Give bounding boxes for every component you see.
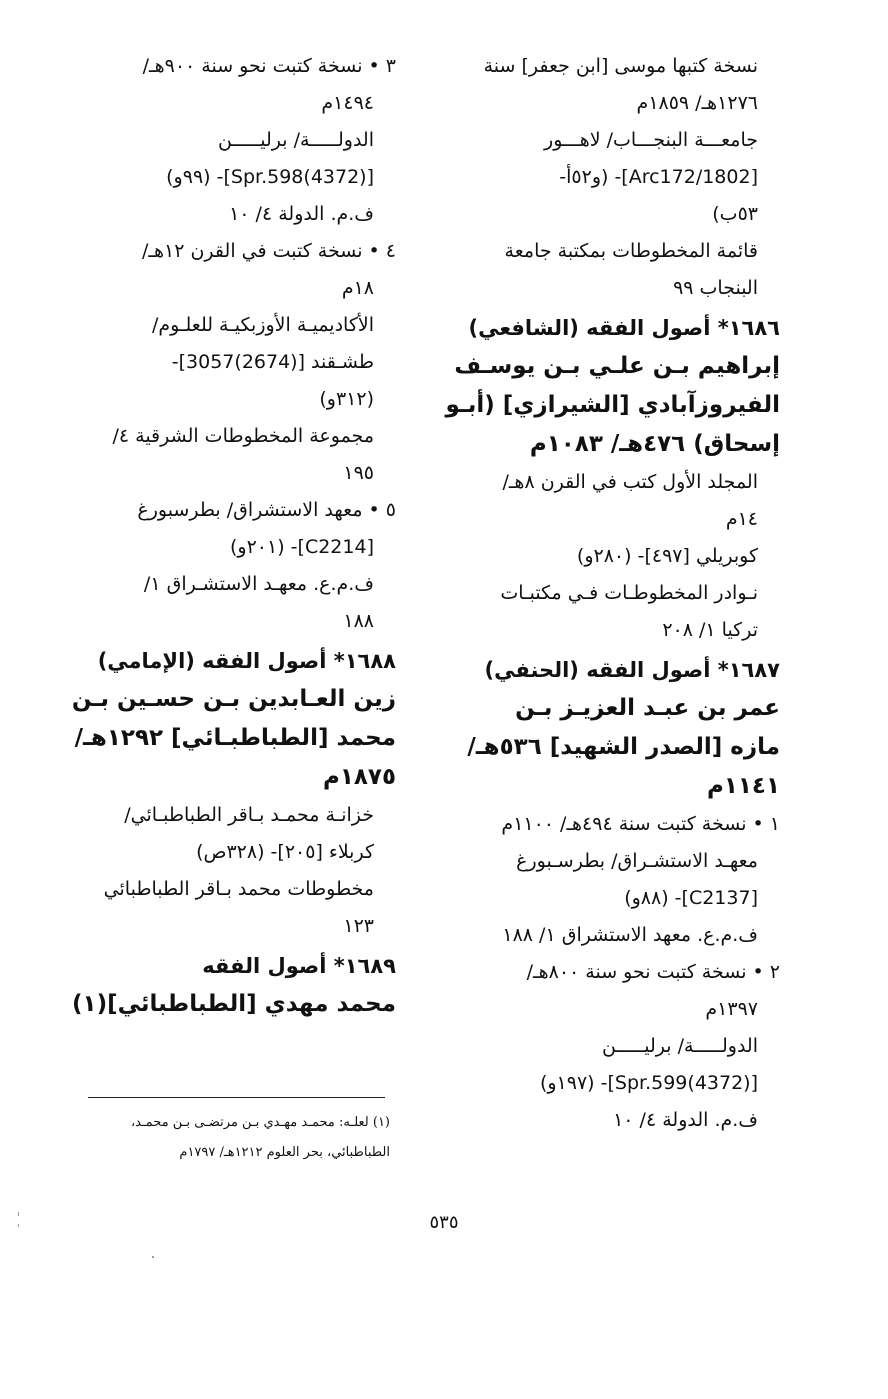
left-column-line: ف.م.ع. معهـد الاستشـراق ١/ xyxy=(143,573,374,595)
left-column-author-line: محمد مهدي [الطباطبائي](١) xyxy=(72,991,396,1017)
left-column-line: ١٨٨ xyxy=(343,610,374,632)
left-column xyxy=(51,48,396,1024)
left-column-line: مخطوطات محمد بـاقر الطباطبائي xyxy=(103,878,374,900)
left-column-line: ١٤٩٤م xyxy=(321,92,374,114)
left-column-line: الأكاديميـة الأوزبكيـة للعلـوم/ xyxy=(151,314,374,336)
left-column-line: ١٢٣ xyxy=(343,915,374,937)
right-column-line: ف.م. الدولة ٤/ ١٠ xyxy=(613,1109,758,1131)
right-column-entry-heading: ١٦٨٦* أصول الفقه (الشافعي) xyxy=(468,316,780,340)
left-column-line: ١٨م xyxy=(341,277,374,299)
right-column-line: ١٤م xyxy=(725,508,758,530)
right-column xyxy=(435,48,780,1139)
right-column-author-line: إسحاق) ٤٧٦هـ/ ١٠٨٣م xyxy=(529,431,780,457)
right-column-author-line: ١١٤١م xyxy=(706,773,780,799)
right-column-line: ١٢٧٦هـ/ ١٨٥٩م xyxy=(636,92,758,114)
left-column-line: [(4372)Spr.598]- (٩٩و) xyxy=(166,166,374,188)
right-column-line: [(4372)Spr.599]- (١٩٧و) xyxy=(539,1072,758,1094)
footnote-line-1: (١) لعلـه: محمـد مهـدي بـن مرتضـى بـن محمـد، xyxy=(130,1115,390,1130)
left-column-author-line: ١٨٧٥م xyxy=(322,764,396,790)
right-column-line: المجلد الأول كتب في القرن ٨هـ/ xyxy=(502,471,758,493)
right-column-entry-heading: ١٦٨٧* أصول الفقه (الحنفي) xyxy=(484,658,780,682)
left-column-entry-heading: ١٦٨٨* أصول الفقه (الإمامي) xyxy=(97,649,396,673)
right-column-line: [Arc172/1802]- (و٥٢أ- xyxy=(559,166,758,188)
right-column-line: جامعـــة البنجـــاب/ لاهـــور xyxy=(544,129,758,151)
right-column-line: نـوادر المخطوطـات فـي مكتبـات xyxy=(500,582,758,604)
left-column-line: كربلاء [٢٠٥]- (٣٢٨ص) xyxy=(196,841,374,863)
footnote-line-2: الطباطبائي، بحر العلوم ١٢١٢هـ/ ١٧٩٧م xyxy=(179,1145,390,1160)
right-column-line: ١٣٩٧م xyxy=(705,998,758,1020)
left-column-line: ف.م. الدولة ٤/ ١٠ xyxy=(229,203,374,225)
right-column-line: قائمة المخطوطات بمكتبة جامعة xyxy=(504,240,758,262)
right-column-line: ٥٣ب) xyxy=(712,203,758,225)
right-column-line: البنجاب ٩٩ xyxy=(673,277,758,299)
right-column-line: الدولـــــة/ برليـــــن xyxy=(601,1035,758,1057)
right-column-line: تركيا ١/ ٢٠٨ xyxy=(662,619,758,641)
left-column-copy-item: ٥ • معهد الاستشراق/ بطرسبورغ xyxy=(137,499,396,521)
scan-speck xyxy=(152,1256,154,1258)
right-column-copy-item: ١ • نسخة كتبت سنة ٤٩٤هـ/ ١١٠٠م xyxy=(501,813,780,835)
left-column-line: (٣١٢و) xyxy=(319,388,374,410)
page-number: ٥٣٥ xyxy=(429,1212,459,1233)
right-column-line: نسخة كتبها موسى [ابن جعفر] سنة xyxy=(483,55,758,77)
footnote xyxy=(60,1108,390,1168)
left-column-line: خزانـة محمـد بـاقر الطباطبـائي/ xyxy=(124,804,374,826)
left-column-line: ١٩٥ xyxy=(343,462,374,484)
scan-speck xyxy=(18,1224,19,1227)
left-column-line: الدولـــــة/ برليـــــن xyxy=(217,129,374,151)
right-column-author-line: مازه [الصدر الشهيد] ٥٣٦هـ/ xyxy=(467,734,780,760)
right-column-line: كوبريلي [٤٩٧]- (٢٨٠و) xyxy=(576,545,758,567)
right-column-copy-item: ٢ • نسخة كتبت نحو سنة ٨٠٠هـ/ xyxy=(526,961,780,983)
left-column-entry-heading: ١٦٨٩* أصول الفقه xyxy=(202,954,396,978)
right-column-author-line: إبراهيم بـن علـي بـن يوسـف xyxy=(454,353,780,379)
left-column-copy-item: ٣ • نسخة كتبت نحو سنة ٩٠٠هـ/ xyxy=(142,55,396,77)
left-column-author-line: زين العـابدين بـن حسـين بـن xyxy=(71,686,396,712)
left-column-line: طشـقند [(2674)3057]- xyxy=(171,351,374,373)
left-column-line: [C2214]- (٢٠١و) xyxy=(230,536,374,558)
footnote-divider xyxy=(88,1097,385,1098)
left-column-author-line: محمد [الطباطبـائي] ١٢٩٢هـ/ xyxy=(74,725,396,751)
scan-speck xyxy=(18,1212,19,1216)
right-column-line: ف.م.ع. معهد الاستشراق ١/ ١٨٨ xyxy=(502,924,758,946)
right-column-line: [C2137]- (٨٨و) xyxy=(624,887,758,909)
right-column-author-line: عمر بن عبـد العزيـز بـن xyxy=(515,695,780,721)
left-column-copy-item: ٤ • نسخة كتبت في القرن ١٢هـ/ xyxy=(142,240,396,262)
right-column-line: معهـد الاستشـراق/ بطرسـبورغ xyxy=(516,850,758,872)
left-column-line: مجموعة المخطوطات الشرقية ٤/ xyxy=(112,425,374,447)
right-column-author-line: الفيروزآبادي [الشيرازي] (أبـو xyxy=(445,392,780,418)
